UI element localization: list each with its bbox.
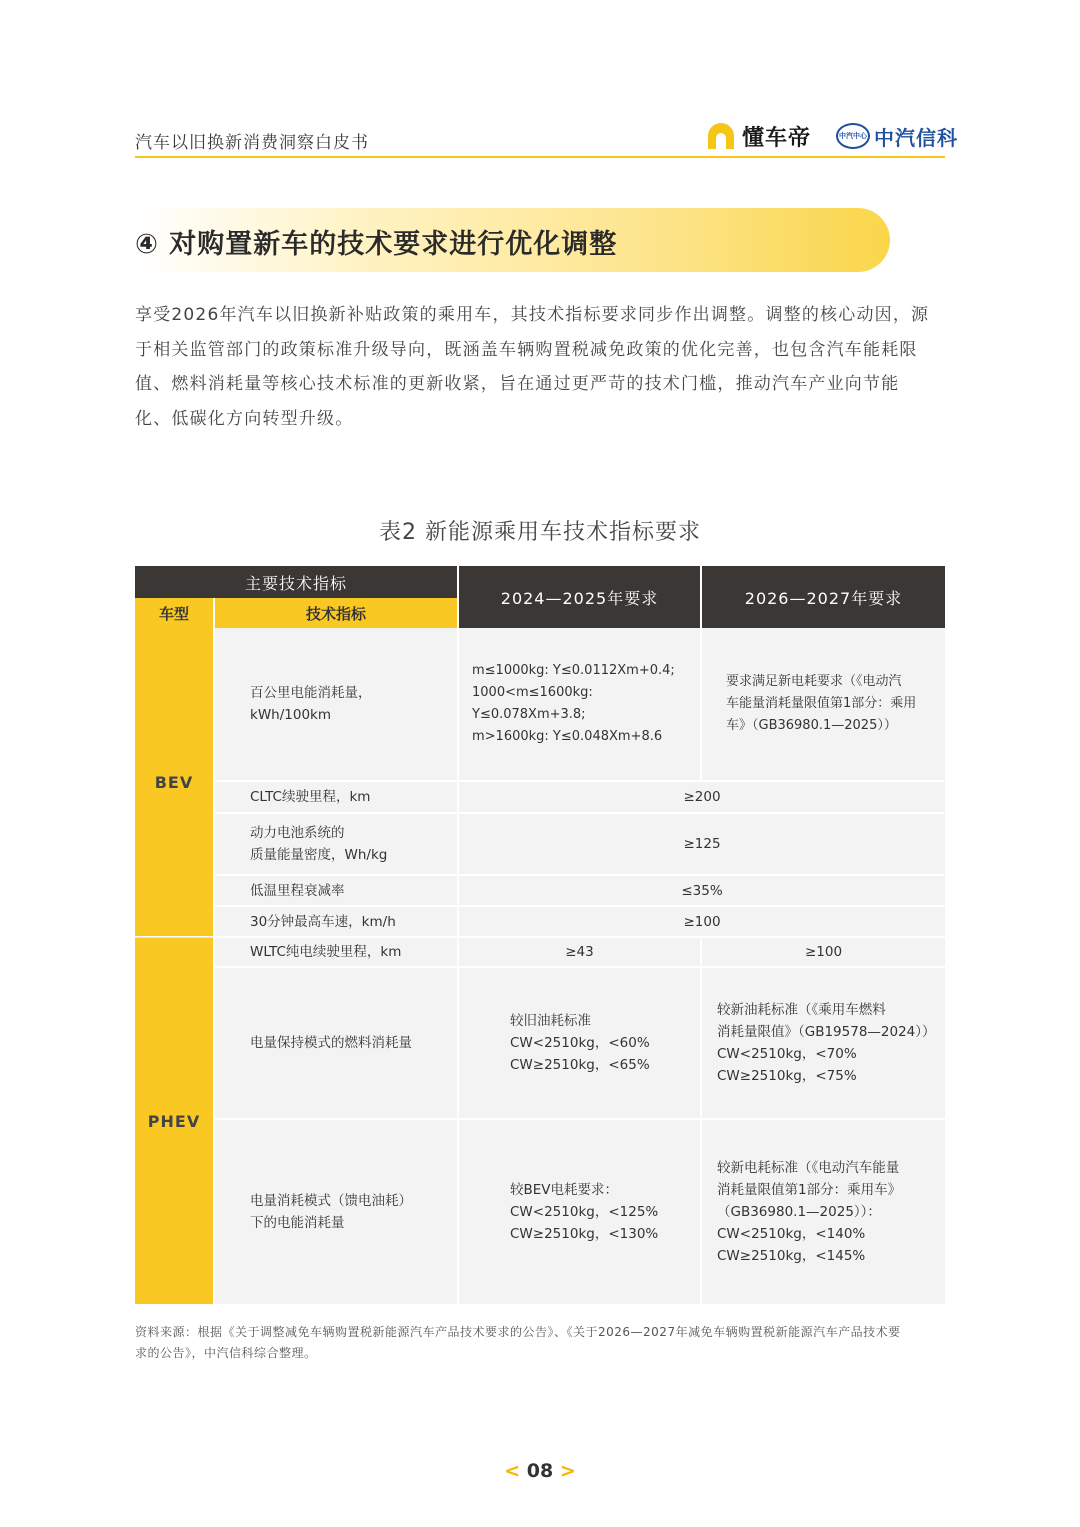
table-caption: 表2 新能源乘用车技术指标要求: [379, 520, 701, 545]
header-divider: [135, 156, 945, 158]
cell-text: CW<2510kg，<140%: [717, 1226, 866, 1242]
page-number: [0, 1460, 1080, 1482]
header-2026-2027: 2026—2027年要求: [702, 566, 945, 628]
cell-text: CW≥2510kg，<145%: [717, 1248, 866, 1264]
body-line: 值、燃料消耗量等核心技术标准的更新收紧，旨在通过更严苛的技术门槛，推动汽车产业向节能: [135, 374, 900, 394]
header-main-indicator: 主要技术指标: [135, 566, 457, 598]
table-cell-merged: ≥200: [459, 782, 945, 812]
page-number-value: 08: [526, 1460, 554, 1482]
cell-text: 较旧油耗标准: [510, 1013, 591, 1029]
indicator-text: kWh/100km: [250, 707, 332, 723]
indicator-text: 下的电能消耗量: [250, 1215, 345, 1231]
body-line: 化、低碳化方向转型升级。: [135, 408, 354, 429]
source-line: 求的公告》，中汽信科综合整理。: [135, 1346, 317, 1360]
phev-label: PHEV: [135, 937, 213, 1304]
indicator-text: 动力电池系统的: [250, 825, 345, 841]
cell-text: 消耗量限值第1部分：乘用车》: [717, 1182, 902, 1198]
table-row-indicator: [215, 628, 457, 780]
body-paragraph: [135, 298, 947, 436]
cell-text: 要求满足新电耗要求（《电动汽: [726, 674, 902, 689]
cell-text: 车》（GB36980.1—2025））: [726, 718, 897, 733]
zhongqi-xinke-logo-text: 中汽信科: [874, 125, 958, 150]
table-cell-2024: [459, 628, 700, 780]
page-left-bracket: <: [504, 1460, 521, 1482]
cell-text: m≤1000kg: Y≤0.0112Xm+0.4;: [472, 663, 675, 678]
body-line: 于相关监管部门的政策标准升级导向，既涵盖车辆购置税减免政策的优化完善，也包含汽车能耗限: [135, 339, 918, 360]
table-cell-merged: ≥100: [459, 907, 945, 936]
section-title: ④ 对购置新车的技术要求进行优化调整: [135, 229, 618, 260]
table-cell-2024: [459, 1120, 700, 1304]
zhongqi-xinke-logo: [836, 120, 958, 152]
cell-text: m>1600kg: Y≤0.048Xm+8.6: [472, 729, 663, 744]
page-right-bracket: >: [559, 1460, 576, 1482]
table-cell-merged: ≤35%: [459, 876, 945, 905]
table-cell-2026: [702, 1120, 945, 1304]
cell-text: CW≥2510kg，<130%: [510, 1226, 659, 1242]
cell-text: 较新电耗标准（《电动汽车能量: [717, 1160, 900, 1176]
dongchedi-logo-icon: [708, 123, 738, 149]
header-vehicle-type: 车型: [135, 598, 213, 628]
table-row-indicator: 30分钟最高车速，km/h: [215, 907, 457, 936]
catarc-emblem-icon: 中汽中心: [836, 123, 870, 149]
requirements-table: [135, 566, 945, 1304]
table-row-indicator: CLTC续驶里程，km: [215, 782, 457, 812]
table-row-indicator: WLTC纯电续驶里程，km: [215, 938, 457, 966]
table-row-indicator: 低温里程衰减率: [215, 876, 457, 905]
indicator-text: 百公里电能消耗量，: [250, 685, 372, 701]
cell-text: （GB36980.1—2025））：: [717, 1204, 881, 1220]
table-row-indicator: 电量保持模式的燃料消耗量: [215, 968, 457, 1118]
dongchedi-logo: [708, 120, 811, 152]
cell-text: 消耗量限值》（GB19578—2024））: [717, 1024, 936, 1040]
table-cell-2024: ≥43: [459, 938, 700, 966]
bev-label: BEV: [135, 628, 213, 936]
cell-text: CW≥2510kg，<65%: [510, 1057, 650, 1073]
table-row-indicator: [215, 1120, 457, 1304]
cell-text: 较BEV电耗要求：: [510, 1182, 619, 1198]
dongchedi-logo-text: 懂车帝: [742, 125, 812, 151]
table-cell-merged: ≥125: [459, 814, 945, 874]
table-cell-2026: [702, 968, 945, 1118]
document-title: 汽车以旧换新消费洞察白皮书: [135, 133, 369, 153]
cell-text: CW<2510kg，<125%: [510, 1204, 659, 1220]
source-line: 资料来源：根据《关于调整减免车辆购置税新能源汽车产品技术要求的公告》、《关于2026—2027年减免车辆购置税新能源汽车产品技术要: [135, 1325, 901, 1339]
header-2024-2025: 2024—2025年要求: [459, 566, 700, 628]
body-line: 享受2026年汽车以旧换新补贴政策的乘用车，其技术指标要求同步作出调整。调整的核心动因，源: [135, 305, 930, 325]
cell-text: 较新油耗标准（《乘用车燃料: [717, 1002, 886, 1018]
table-row-indicator: [215, 814, 457, 874]
indicator-text: 质量能量密度，Wh/kg: [250, 847, 388, 863]
table-cell-2024: [459, 968, 700, 1118]
header-indicator: 技术指标: [215, 598, 457, 628]
cell-text: 1000<m≤1600kg: Y≤0.078Xm+3.8;: [472, 685, 593, 722]
table-cell-2026: ≥100: [702, 938, 945, 966]
source-note: [135, 1322, 947, 1364]
cell-text: CW≥2510kg，<75%: [717, 1068, 857, 1084]
indicator-text: 电量消耗模式（馈电油耗）: [250, 1193, 412, 1209]
table-cell-2026: [702, 628, 945, 780]
cell-text: CW<2510kg，<60%: [510, 1035, 650, 1051]
cell-text: CW<2510kg，<70%: [717, 1046, 857, 1062]
cell-text: 车能量消耗量限值第1部分：乘用: [726, 696, 917, 711]
